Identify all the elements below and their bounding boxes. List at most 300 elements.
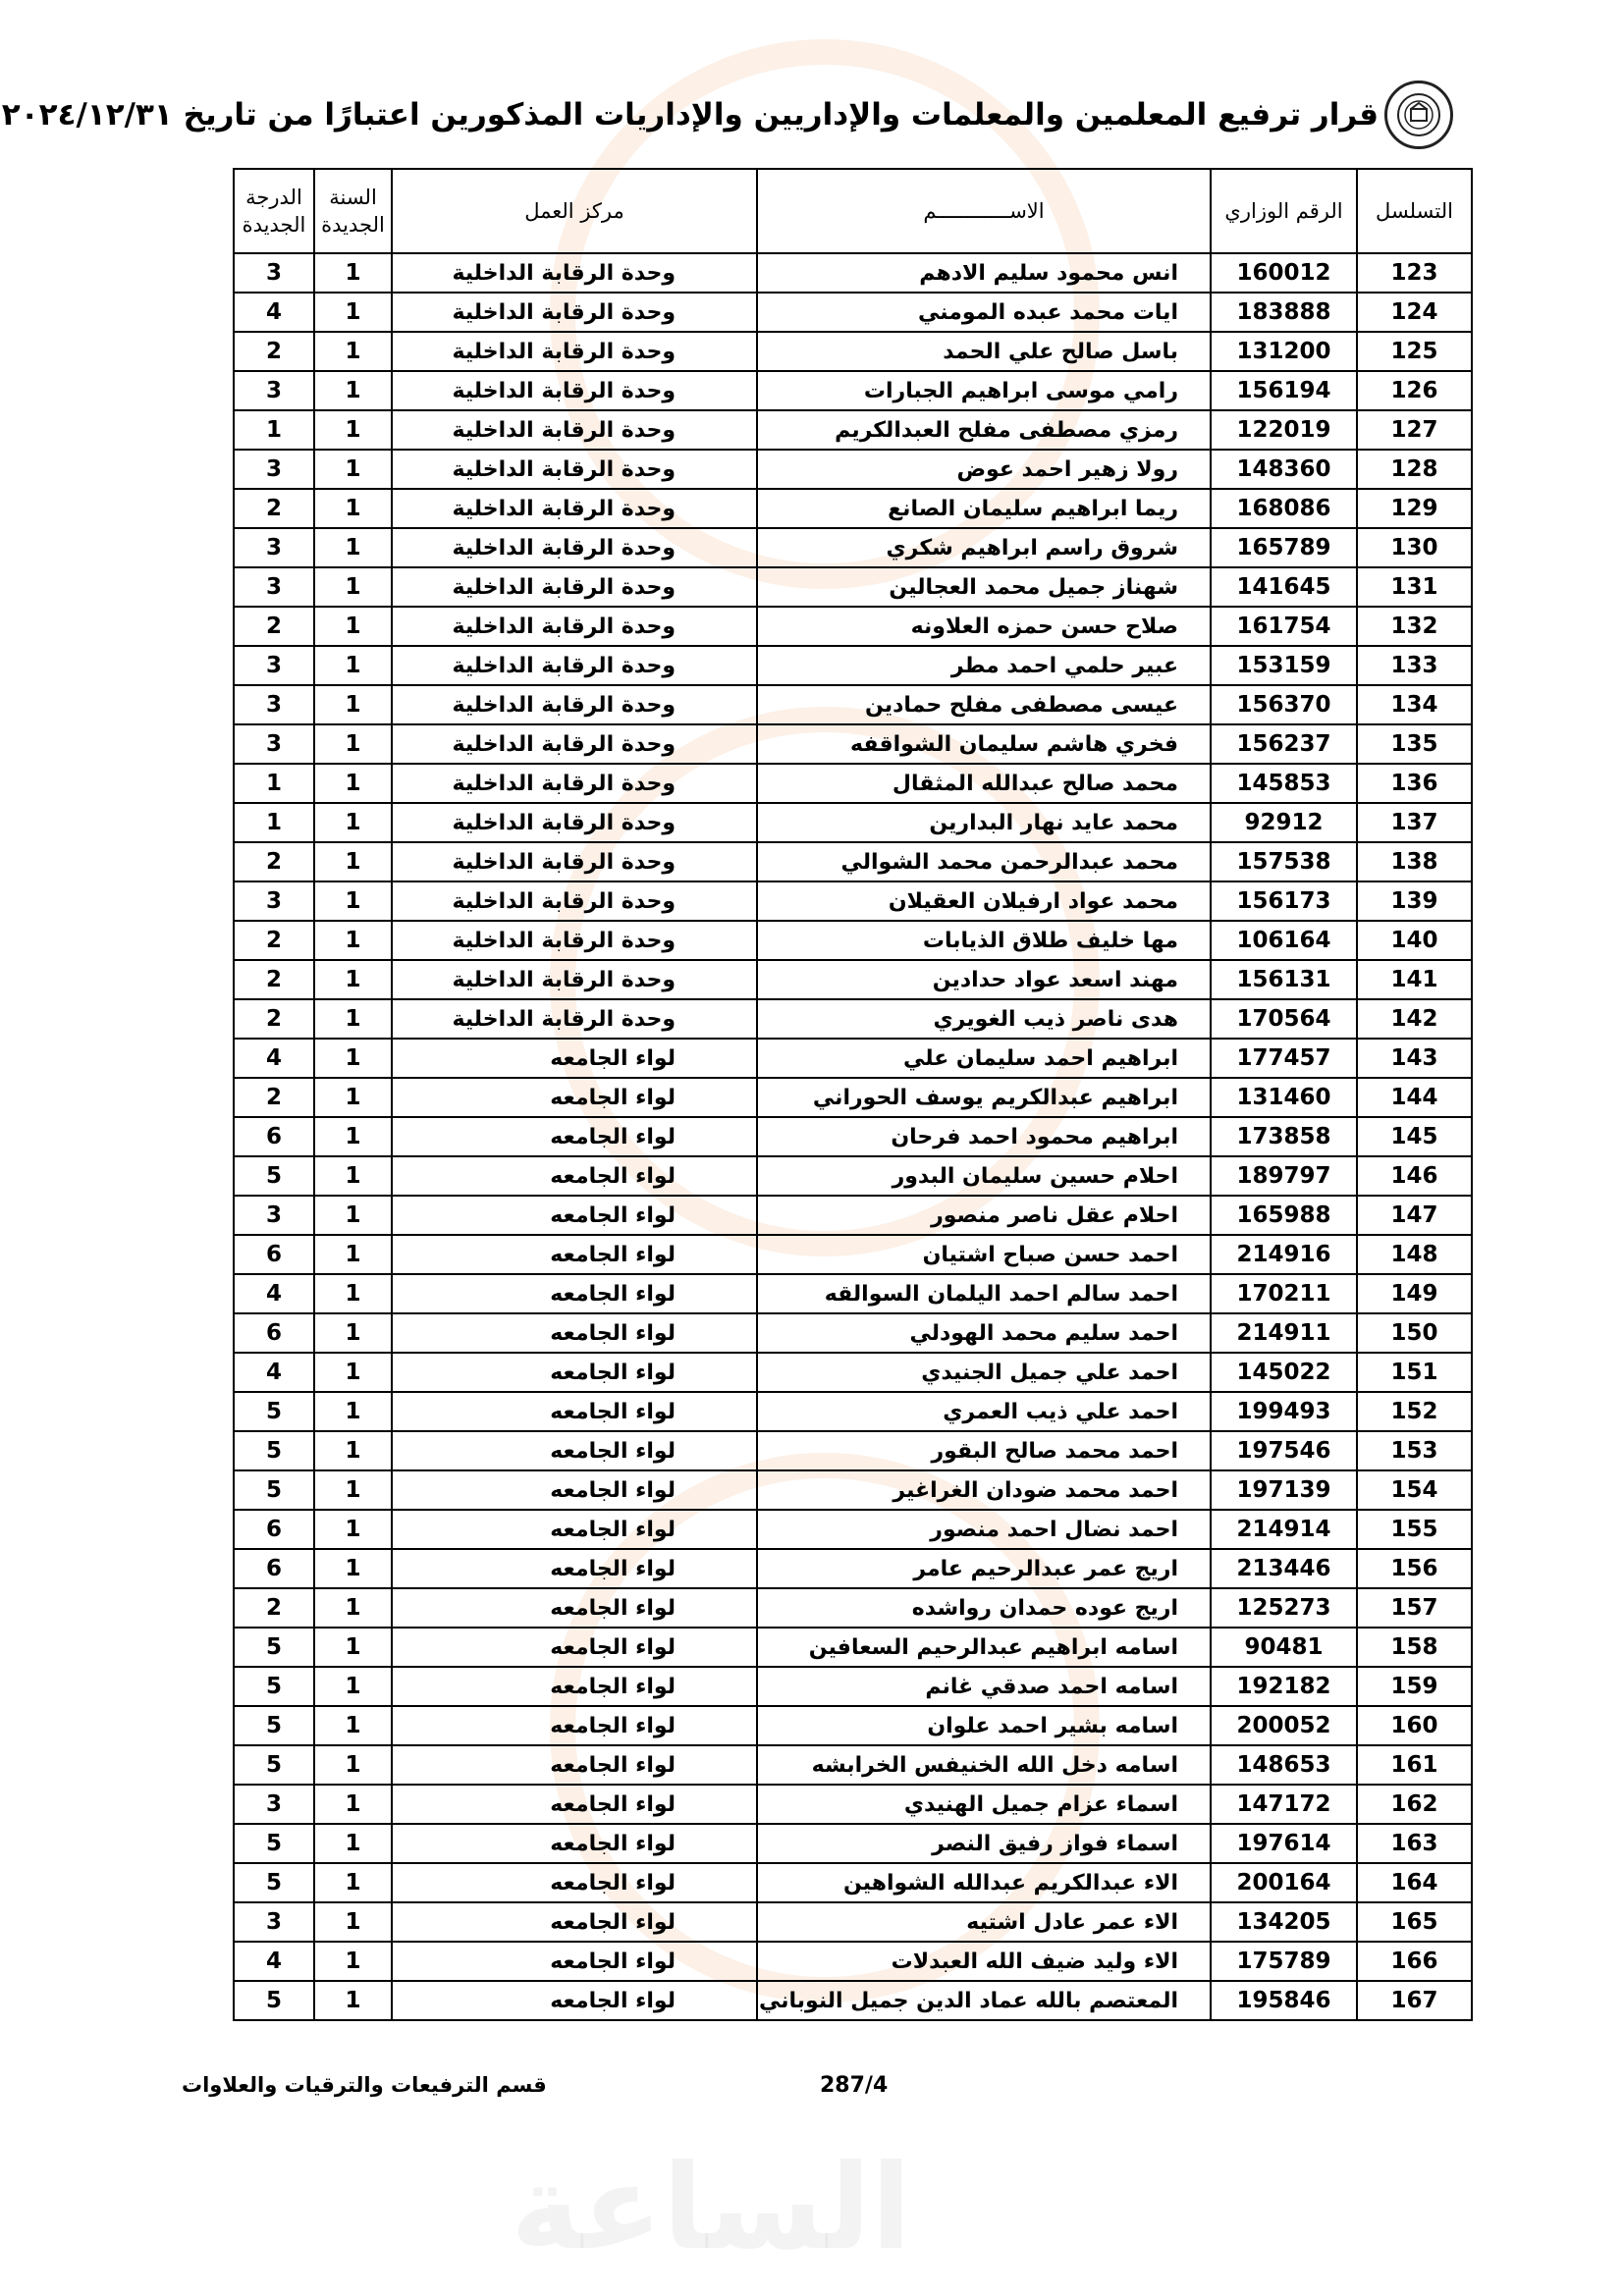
cell-work-center: وحدة الرقابة الداخلية [392,293,757,332]
table-row [234,1313,1472,1353]
header-work-center: مركز العمل [392,169,757,253]
cell-new-year: 1 [314,1824,392,1863]
cell-ministry-number: 131460 [1211,1078,1357,1117]
cell-new-year: 1 [314,1863,392,1902]
cell-new-year: 1 [314,567,392,607]
cell-new-year: 1 [314,999,392,1039]
cell-work-center: لواء الجامعه [392,1824,757,1863]
cell-work-center: لواء الجامعه [392,1353,757,1392]
cell-new-grade: 5 [234,1628,314,1667]
cell-new-grade: 2 [234,842,314,881]
cell-new-year: 1 [314,1196,392,1235]
table-row [234,921,1472,960]
cell-ministry-number: 157538 [1211,842,1357,881]
table-row [234,803,1472,842]
cell-serial: 164 [1357,1863,1472,1902]
cell-name: صلاح حسن حمزه العلاونه [757,607,1211,646]
cell-ministry-number: 192182 [1211,1667,1357,1706]
cell-work-center: لواء الجامعه [392,1117,757,1156]
cell-work-center: لواء الجامعه [392,1313,757,1353]
cell-new-year: 1 [314,1549,392,1588]
cell-name: احمد علي ذيب العمري [757,1392,1211,1431]
cell-serial: 160 [1357,1706,1472,1745]
table-row [234,881,1472,921]
cell-name: اسماء عزام جميل الهنيدي [757,1785,1211,1824]
cell-new-year: 1 [314,253,392,293]
table-header-row [234,169,1472,253]
cell-new-grade: 6 [234,1313,314,1353]
cell-new-grade: 2 [234,999,314,1039]
cell-serial: 148 [1357,1235,1472,1274]
cell-work-center: وحدة الرقابة الداخلية [392,371,757,410]
table-row [234,1392,1472,1431]
table-body [234,253,1472,2020]
page-number: 287/4 [820,2073,889,2098]
cell-new-grade: 3 [234,253,314,293]
table-row [234,1549,1472,1588]
cell-new-grade: 6 [234,1235,314,1274]
cell-work-center: لواء الجامعه [392,1196,757,1235]
cell-serial: 147 [1357,1196,1472,1235]
cell-serial: 166 [1357,1942,1472,1981]
table-row [234,999,1472,1039]
cell-serial: 129 [1357,489,1472,528]
cell-serial: 124 [1357,293,1472,332]
cell-name: الاء عمر عادل اشتيه [757,1902,1211,1942]
table-row [234,1824,1472,1863]
cell-name: رامي موسى ابراهيم الجبارات [757,371,1211,410]
cell-new-year: 1 [314,921,392,960]
cell-new-year: 1 [314,1039,392,1078]
cell-new-year: 1 [314,332,392,371]
cell-new-grade: 3 [234,881,314,921]
cell-new-year: 1 [314,724,392,764]
table-row [234,1274,1472,1313]
table-row [234,1588,1472,1628]
cell-new-year: 1 [314,1353,392,1392]
cell-work-center: وحدة الرقابة الداخلية [392,960,757,999]
cell-new-grade: 3 [234,528,314,567]
table-row [234,450,1472,489]
ministry-seal-icon [1384,80,1453,149]
cell-serial: 151 [1357,1353,1472,1392]
cell-new-grade: 3 [234,685,314,724]
table-row [234,253,1472,293]
cell-work-center: لواء الجامعه [392,1431,757,1470]
cell-name: ايات محمد عبده المومني [757,293,1211,332]
cell-ministry-number: 141645 [1211,567,1357,607]
cell-new-grade: 2 [234,607,314,646]
cell-name: شهناز جميل محمد العجالين [757,567,1211,607]
table-row [234,1078,1472,1117]
cell-work-center: لواء الجامعه [392,1745,757,1785]
table-row [234,1667,1472,1706]
document-header [1,80,1453,149]
table-row [234,489,1472,528]
cell-name: احمد محمد ضودان الغراغير [757,1470,1211,1510]
cell-new-year: 1 [314,842,392,881]
cell-serial: 153 [1357,1431,1472,1470]
cell-ministry-number: 161754 [1211,607,1357,646]
cell-ministry-number: 214914 [1211,1510,1357,1549]
cell-serial: 159 [1357,1667,1472,1706]
cell-work-center: لواء الجامعه [392,1863,757,1902]
cell-ministry-number: 214916 [1211,1235,1357,1274]
cell-ministry-number: 156173 [1211,881,1357,921]
cell-name: محمد عبدالرحمن محمد الشوالي [757,842,1211,881]
cell-name: احمد محمد صالح البقور [757,1431,1211,1470]
cell-name: محمد عواد ارفيلان العقيلان [757,881,1211,921]
cell-work-center: وحدة الرقابة الداخلية [392,803,757,842]
cell-serial: 125 [1357,332,1472,371]
cell-name: احلام عقل ناصر منصور [757,1196,1211,1235]
cell-work-center: وحدة الرقابة الداخلية [392,253,757,293]
cell-new-year: 1 [314,1706,392,1745]
cell-ministry-number: 106164 [1211,921,1357,960]
cell-serial: 154 [1357,1470,1472,1510]
cell-ministry-number: 156370 [1211,685,1357,724]
cell-new-grade: 2 [234,1588,314,1628]
cell-ministry-number: 175789 [1211,1942,1357,1981]
cell-new-grade: 4 [234,1274,314,1313]
cell-new-year: 1 [314,1078,392,1117]
cell-name: الاء وليد ضيف الله العبدلات [757,1942,1211,1981]
cell-new-grade: 5 [234,1981,314,2020]
cell-work-center: لواء الجامعه [392,1706,757,1745]
cell-work-center: لواء الجامعه [392,1470,757,1510]
cell-work-center: لواء الجامعه [392,1981,757,2020]
cell-work-center: وحدة الرقابة الداخلية [392,332,757,371]
table-row [234,1863,1472,1902]
cell-ministry-number: 122019 [1211,410,1357,450]
cell-ministry-number: 183888 [1211,293,1357,332]
table-row [234,960,1472,999]
table-row [234,1117,1472,1156]
cell-ministry-number: 145853 [1211,764,1357,803]
cell-name: عيسى مصطفى مفلح حمادين [757,685,1211,724]
cell-ministry-number: 199493 [1211,1392,1357,1431]
cell-name: ابراهيم احمد سليمان علي [757,1039,1211,1078]
cell-new-grade: 1 [234,803,314,842]
cell-work-center: وحدة الرقابة الداخلية [392,646,757,685]
cell-name: هدى ناصر ذيب الغويري [757,999,1211,1039]
cell-new-grade: 2 [234,921,314,960]
cell-serial: 126 [1357,371,1472,410]
cell-name: محمد عايد نهار البدارين [757,803,1211,842]
cell-work-center: وحدة الرقابة الداخلية [392,685,757,724]
cell-work-center: لواء الجامعه [392,1902,757,1942]
cell-name: باسل صالح علي الحمد [757,332,1211,371]
cell-serial: 158 [1357,1628,1472,1667]
cell-work-center: وحدة الرقابة الداخلية [392,489,757,528]
cell-ministry-number: 147172 [1211,1785,1357,1824]
cell-new-grade: 5 [234,1745,314,1785]
cell-new-year: 1 [314,1981,392,2020]
cell-new-grade: 3 [234,450,314,489]
cell-serial: 134 [1357,685,1472,724]
cell-ministry-number: 165988 [1211,1196,1357,1235]
cell-ministry-number: 156194 [1211,371,1357,410]
department-name: قسم الترفيعات والترقيات والعلاوات [182,2073,547,2097]
table-row [234,1706,1472,1745]
cell-new-grade: 3 [234,567,314,607]
cell-name: عبير حلمي احمد مطر [757,646,1211,685]
cell-new-year: 1 [314,607,392,646]
cell-name: مها خليف طلاق الذيابات [757,921,1211,960]
cell-name: اسامه بشير احمد علوان [757,1706,1211,1745]
cell-new-year: 1 [314,371,392,410]
cell-work-center: لواء الجامعه [392,1785,757,1824]
cell-work-center: لواء الجامعه [392,1510,757,1549]
cell-work-center: لواء الجامعه [392,1039,757,1078]
cell-work-center: وحدة الرقابة الداخلية [392,607,757,646]
cell-ministry-number: 214911 [1211,1313,1357,1353]
cell-name: اسامه ابراهيم عبدالرحيم السعافين [757,1628,1211,1667]
cell-ministry-number: 153159 [1211,646,1357,685]
cell-ministry-number: 197546 [1211,1431,1357,1470]
cell-work-center: وحدة الرقابة الداخلية [392,999,757,1039]
cell-new-year: 1 [314,646,392,685]
cell-new-year: 1 [314,1942,392,1981]
cell-name: اريج عمر عبدالرحيم عامر [757,1549,1211,1588]
cell-serial: 149 [1357,1274,1472,1313]
cell-work-center: لواء الجامعه [392,1156,757,1196]
cell-serial: 143 [1357,1039,1472,1078]
cell-name: مهند اسعد عواد حدادين [757,960,1211,999]
cell-serial: 123 [1357,253,1472,293]
cell-serial: 137 [1357,803,1472,842]
cell-serial: 156 [1357,1549,1472,1588]
table-row [234,1981,1472,2020]
cell-name: محمد صالح عبدالله المثقال [757,764,1211,803]
table-row [234,1196,1472,1235]
cell-ministry-number: 170211 [1211,1274,1357,1313]
cell-serial: 135 [1357,724,1472,764]
table-row [234,1039,1472,1078]
table-row [234,410,1472,450]
cell-new-year: 1 [314,960,392,999]
cell-ministry-number: 148653 [1211,1745,1357,1785]
cell-name: ابراهيم محمود احمد فرحان [757,1117,1211,1156]
cell-new-grade: 6 [234,1117,314,1156]
cell-new-year: 1 [314,1470,392,1510]
cell-serial: 161 [1357,1745,1472,1785]
cell-work-center: لواء الجامعه [392,1628,757,1667]
table-row [234,842,1472,881]
cell-new-grade: 5 [234,1706,314,1745]
table-row [234,332,1472,371]
cell-new-grade: 5 [234,1863,314,1902]
cell-serial: 152 [1357,1392,1472,1431]
cell-new-grade: 5 [234,1431,314,1470]
cell-ministry-number: 200052 [1211,1706,1357,1745]
cell-serial: 145 [1357,1117,1472,1156]
cell-serial: 128 [1357,450,1472,489]
cell-new-year: 1 [314,881,392,921]
cell-serial: 130 [1357,528,1472,567]
cell-name: احمد علي جميل الجنيدي [757,1353,1211,1392]
cell-work-center: وحدة الرقابة الداخلية [392,567,757,607]
cell-ministry-number: 145022 [1211,1353,1357,1392]
cell-new-grade: 4 [234,1039,314,1078]
cell-new-grade: 2 [234,332,314,371]
cell-new-grade: 3 [234,724,314,764]
table-row [234,724,1472,764]
cell-ministry-number: 170564 [1211,999,1357,1039]
cell-new-grade: 6 [234,1549,314,1588]
table-row [234,1156,1472,1196]
cell-ministry-number: 165789 [1211,528,1357,567]
cell-ministry-number: 131200 [1211,332,1357,371]
cell-name: الاء عبدالكريم عبدالله الشواهين [757,1863,1211,1902]
table-row [234,1942,1472,1981]
page-title: قرار ترفيع المعلمين والمعلمات والإداريين والإداريات المذكورين اعتبارًا من تاريخ ٢٠٢٤/١٢/٣١ [1,97,1379,133]
cell-work-center: لواء الجامعه [392,1667,757,1706]
cell-name: احلام حسين سليمان البدور [757,1156,1211,1196]
cell-name: اسامه دخل الله الخنيفس الخرابشه [757,1745,1211,1785]
cell-work-center: لواء الجامعه [392,1392,757,1431]
cell-new-grade: 3 [234,646,314,685]
table-row [234,646,1472,685]
cell-new-grade: 2 [234,489,314,528]
cell-serial: 142 [1357,999,1472,1039]
table-row [234,1628,1472,1667]
cell-serial: 127 [1357,410,1472,450]
cell-serial: 165 [1357,1902,1472,1942]
cell-new-grade: 4 [234,1353,314,1392]
table-row [234,528,1472,567]
cell-new-grade: 3 [234,1785,314,1824]
cell-name: احمد حسن صباح اشتيان [757,1235,1211,1274]
cell-new-grade: 3 [234,1196,314,1235]
cell-new-year: 1 [314,685,392,724]
cell-ministry-number: 177457 [1211,1039,1357,1078]
cell-ministry-number: 195846 [1211,1981,1357,2020]
header-serial: التسلسل [1357,169,1472,253]
cell-name: انس محمود سليم الادهم [757,253,1211,293]
header-ministry-number: الرقم الوزاري [1211,169,1357,253]
cell-new-grade: 1 [234,410,314,450]
cell-ministry-number: 197139 [1211,1470,1357,1510]
cell-serial: 136 [1357,764,1472,803]
cell-work-center: وحدة الرقابة الداخلية [392,764,757,803]
cell-ministry-number: 197614 [1211,1824,1357,1863]
cell-work-center: لواء الجامعه [392,1274,757,1313]
cell-ministry-number: 160012 [1211,253,1357,293]
table-row [234,293,1472,332]
cell-new-year: 1 [314,1431,392,1470]
cell-serial: 155 [1357,1510,1472,1549]
cell-serial: 167 [1357,1981,1472,2020]
cell-ministry-number: 134205 [1211,1902,1357,1942]
cell-name: احمد سليم محمد الهودلي [757,1313,1211,1353]
cell-ministry-number: 189797 [1211,1156,1357,1196]
cell-work-center: وحدة الرقابة الداخلية [392,724,757,764]
cell-new-year: 1 [314,1785,392,1824]
cell-new-year: 1 [314,1667,392,1706]
cell-new-year: 1 [314,764,392,803]
cell-new-year: 1 [314,1274,392,1313]
promotions-table [233,168,1473,2021]
cell-name: رولا زهير احمد عوض [757,450,1211,489]
cell-ministry-number: 156131 [1211,960,1357,999]
cell-new-year: 1 [314,1117,392,1156]
cell-name: رمزي مصطفى مفلح العبدالكريم [757,410,1211,450]
table-row [234,764,1472,803]
cell-work-center: وحدة الرقابة الداخلية [392,921,757,960]
cell-new-year: 1 [314,1745,392,1785]
cell-ministry-number: 92912 [1211,803,1357,842]
cell-new-grade: 2 [234,1078,314,1117]
cell-new-grade: 5 [234,1470,314,1510]
cell-new-year: 1 [314,1313,392,1353]
cell-name: المعتصم بالله عماد الدين جميل النوباني [757,1981,1211,2020]
cell-new-year: 1 [314,410,392,450]
cell-serial: 141 [1357,960,1472,999]
cell-name: ابراهيم عبدالكريم يوسف الحوراني [757,1078,1211,1117]
cell-serial: 146 [1357,1156,1472,1196]
cell-ministry-number: 213446 [1211,1549,1357,1588]
cell-work-center: وحدة الرقابة الداخلية [392,842,757,881]
cell-new-grade: 4 [234,1942,314,1981]
cell-new-year: 1 [314,528,392,567]
cell-serial: 163 [1357,1824,1472,1863]
cell-ministry-number: 200164 [1211,1863,1357,1902]
table-row [234,1431,1472,1470]
cell-serial: 150 [1357,1313,1472,1353]
cell-ministry-number: 125273 [1211,1588,1357,1628]
cell-work-center: لواء الجامعه [392,1235,757,1274]
table-row [234,1745,1472,1785]
table-row [234,371,1472,410]
cell-serial: 132 [1357,607,1472,646]
cell-work-center: لواء الجامعه [392,1942,757,1981]
header-new-year: السنة الجديدة [314,169,392,253]
cell-new-year: 1 [314,489,392,528]
cell-work-center: لواء الجامعه [392,1549,757,1588]
cell-work-center: وحدة الرقابة الداخلية [392,410,757,450]
cell-work-center: وحدة الرقابة الداخلية [392,881,757,921]
cell-work-center: وحدة الرقابة الداخلية [392,528,757,567]
cell-new-grade: 2 [234,960,314,999]
cell-serial: 140 [1357,921,1472,960]
table-row [234,1785,1472,1824]
cell-new-year: 1 [314,1902,392,1942]
cell-new-grade: 5 [234,1824,314,1863]
watermark-logo-text: الساعة [511,2140,912,2276]
cell-name: ريما ابراهيم سليمان الصانع [757,489,1211,528]
cell-serial: 133 [1357,646,1472,685]
cell-new-year: 1 [314,1510,392,1549]
cell-new-grade: 6 [234,1510,314,1549]
cell-new-year: 1 [314,450,392,489]
cell-name: فخري هاشم سليمان الشواقفه [757,724,1211,764]
cell-new-year: 1 [314,1588,392,1628]
cell-serial: 139 [1357,881,1472,921]
table-row [234,567,1472,607]
cell-serial: 131 [1357,567,1472,607]
cell-ministry-number: 148360 [1211,450,1357,489]
cell-new-grade: 3 [234,1902,314,1942]
cell-new-grade: 5 [234,1667,314,1706]
cell-new-year: 1 [314,1628,392,1667]
table-row [234,685,1472,724]
cell-new-year: 1 [314,1392,392,1431]
cell-work-center: وحدة الرقابة الداخلية [392,450,757,489]
cell-ministry-number: 173858 [1211,1117,1357,1156]
cell-new-grade: 4 [234,293,314,332]
cell-serial: 157 [1357,1588,1472,1628]
